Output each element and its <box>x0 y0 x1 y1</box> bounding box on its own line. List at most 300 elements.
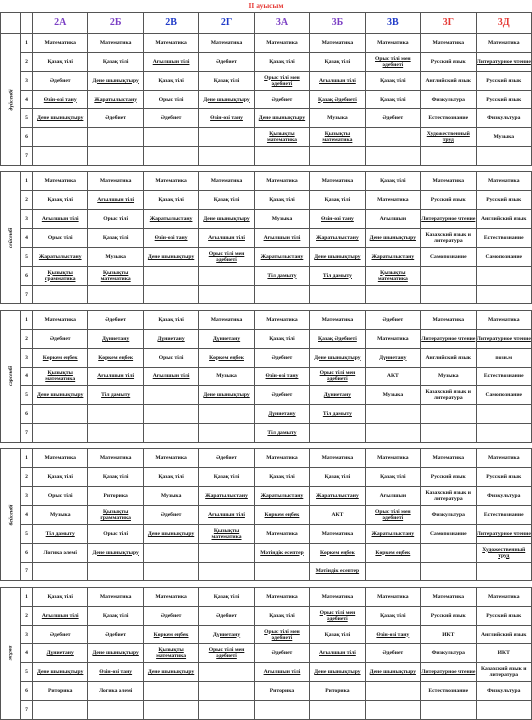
subject-cell: Әдебиет <box>88 625 143 644</box>
subject-cell: Қазақ тілі <box>365 468 420 487</box>
subject-cell: Жаратылыстану <box>310 229 365 248</box>
subject-cell: Жаратылыстану <box>199 487 254 506</box>
subject-cell: Дене шынықтыру <box>88 543 143 562</box>
subject-cell: Музыка <box>476 128 532 147</box>
subject-cell: Самопознание <box>476 386 532 405</box>
subject-cell: Музыка <box>143 487 198 506</box>
subject-cell: Английский язык <box>421 71 476 90</box>
day-label: сейсенбі <box>1 172 21 304</box>
subject-cell <box>88 701 143 720</box>
subject-cell: Математика <box>310 587 365 606</box>
subject-cell: Орыс тілі мен әдебиеті <box>199 247 254 266</box>
lesson-row <box>1 229 532 248</box>
subject-cell <box>421 424 476 443</box>
subject-cell: Дене шынықтыру <box>33 386 88 405</box>
subject-cell <box>365 562 420 581</box>
lesson-row <box>1 348 532 367</box>
lesson-number: 4 <box>21 229 33 248</box>
subject-cell <box>476 285 532 304</box>
class-header: 2В <box>143 13 198 34</box>
class-header: 2А <box>33 13 88 34</box>
subject-cell: Ағылшын <box>365 210 420 229</box>
subject-cell <box>143 682 198 701</box>
lesson-row <box>1 386 532 405</box>
subject-cell <box>33 128 88 147</box>
shift-title: II ауысым <box>248 1 284 10</box>
subject-cell: Қызықты математика <box>33 367 88 386</box>
class-header: 3Г <box>421 13 476 34</box>
subject-cell: Математика <box>310 524 365 543</box>
subject-cell: Самопознание <box>421 524 476 543</box>
subject-cell <box>421 701 476 720</box>
subject-cell: Математика <box>254 524 309 543</box>
subject-cell <box>421 266 476 285</box>
subject-cell <box>143 147 198 166</box>
subject-cell: Музыка <box>254 210 309 229</box>
subject-cell: Орыс тілі мен әдебиеті <box>310 606 365 625</box>
subject-cell: Дене шынықтыру <box>310 663 365 682</box>
subject-cell: Жаратылыстану <box>33 247 88 266</box>
subject-cell: ИКТ <box>476 644 532 663</box>
subject-cell <box>199 405 254 424</box>
lesson-row <box>1 310 532 329</box>
subject-cell <box>88 405 143 424</box>
subject-cell: Қызықты математика <box>365 266 420 285</box>
subject-cell: Қазақ тілі <box>365 71 420 90</box>
subject-cell: Қызықты математика <box>143 644 198 663</box>
subject-cell: Әдебиет <box>254 90 309 109</box>
subject-cell: Қазақ тілі <box>254 329 309 348</box>
subject-cell: Әдебиет <box>143 606 198 625</box>
subject-cell: Орыс тілі <box>33 487 88 506</box>
subject-cell <box>33 285 88 304</box>
subject-cell: Музыка <box>33 505 88 524</box>
subject-cell: Математика <box>421 449 476 468</box>
subject-cell: Қазақ тілі <box>88 468 143 487</box>
subject-cell: Дене шынықтыру <box>88 644 143 663</box>
subject-cell: Көркем еңбек <box>143 625 198 644</box>
subject-cell: Өзін-өзі тану <box>143 229 198 248</box>
subject-cell: Естествознание <box>421 109 476 128</box>
subject-cell <box>365 682 420 701</box>
subject-cell: Орыс тілі мен әдебиеті <box>199 644 254 663</box>
subject-cell: Жаратылыстану <box>254 247 309 266</box>
subject-cell: Музыка <box>199 367 254 386</box>
subject-cell: Музыка <box>310 109 365 128</box>
subject-cell: Русский язык <box>476 606 532 625</box>
lesson-number: 1 <box>21 587 33 606</box>
subject-cell: Қазақ тілі <box>88 606 143 625</box>
subject-cell: Дене шынықтыру <box>143 663 198 682</box>
subject-cell <box>476 701 532 720</box>
subject-cell: Қазақ тілі <box>143 191 198 210</box>
lesson-row <box>1 367 532 386</box>
subject-cell: Тіл дамыту <box>88 386 143 405</box>
subject-cell: Қызықты математика <box>88 266 143 285</box>
subject-cell <box>310 285 365 304</box>
subject-cell: Қазақ тілі <box>199 468 254 487</box>
lesson-number: 7 <box>21 424 33 443</box>
corner-cell <box>21 13 33 34</box>
subject-cell: Әдебиет <box>33 329 88 348</box>
subject-cell <box>33 562 88 581</box>
subject-cell: Математика <box>88 34 143 53</box>
day-label: жұма <box>1 587 21 719</box>
lesson-row <box>1 34 532 53</box>
subject-cell: Ағылшын тілі <box>254 663 309 682</box>
subject-cell: Математика <box>143 449 198 468</box>
lesson-row <box>1 682 532 701</box>
subject-cell: Әдебиет <box>365 109 420 128</box>
subject-cell <box>254 701 309 720</box>
subject-cell: Математика <box>365 34 420 53</box>
subject-cell: Русский язык <box>421 606 476 625</box>
subject-cell: Литературное чтение <box>421 210 476 229</box>
subject-cell: Литературное чтение <box>476 329 532 348</box>
lesson-number: 7 <box>21 147 33 166</box>
subject-cell: Тіл дамыту <box>310 405 365 424</box>
subject-cell: Музыка <box>88 247 143 266</box>
subject-cell: Әдебиет <box>143 109 198 128</box>
subject-cell: Ағылшын тілі <box>199 505 254 524</box>
subject-cell: Казахский язык и литература <box>421 229 476 248</box>
subject-cell: Қазақ тілі <box>143 468 198 487</box>
lesson-number: 5 <box>21 663 33 682</box>
lesson-number: 7 <box>21 562 33 581</box>
subject-cell: Дүниетану <box>254 405 309 424</box>
subject-cell: Математика <box>365 329 420 348</box>
subject-cell: Литературное чтение <box>421 663 476 682</box>
subject-cell: Литературное чтение <box>421 329 476 348</box>
subject-cell: Математика <box>421 310 476 329</box>
subject-cell: Русский язык <box>421 191 476 210</box>
subject-cell: Жаратылыстану <box>365 247 420 266</box>
lesson-row <box>1 505 532 524</box>
subject-cell <box>365 424 420 443</box>
subject-cell: Дене шынықтыру <box>143 247 198 266</box>
subject-cell: Жаратылыстану <box>254 487 309 506</box>
subject-cell: Русский язык <box>421 52 476 71</box>
subject-cell: Қазақ тілі <box>199 191 254 210</box>
class-header: 3Д <box>476 13 532 34</box>
subject-cell <box>310 424 365 443</box>
subject-cell: Риторика <box>33 682 88 701</box>
subject-cell: Әдебиет <box>199 449 254 468</box>
subject-cell: Дене шынықтыру <box>88 71 143 90</box>
subject-cell: Қазақ тілі <box>88 229 143 248</box>
subject-cell: Әдебиет <box>33 71 88 90</box>
subject-cell: Қазақ тілі <box>365 606 420 625</box>
lesson-row <box>1 524 532 543</box>
subject-cell: Дене шынықтыру <box>199 386 254 405</box>
subject-cell: Казахский язык и литература <box>476 663 532 682</box>
subject-cell <box>199 285 254 304</box>
subject-cell: Әдебиет <box>88 109 143 128</box>
subject-cell: Дүниетану <box>199 625 254 644</box>
subject-cell <box>88 128 143 147</box>
lesson-number: 2 <box>21 52 33 71</box>
subject-cell: Тіл дамыту <box>254 266 309 285</box>
lesson-row <box>1 424 532 443</box>
subject-cell: Әдебиет <box>199 52 254 71</box>
subject-cell: Дене шынықтыру <box>365 663 420 682</box>
lesson-row <box>1 625 532 644</box>
subject-cell <box>88 147 143 166</box>
subject-cell <box>199 701 254 720</box>
subject-cell: Қазақ тілі <box>88 52 143 71</box>
subject-cell: Қызықты математика <box>254 128 309 147</box>
lesson-number: 1 <box>21 449 33 468</box>
subject-cell: Дүниетану <box>365 348 420 367</box>
subject-cell <box>199 682 254 701</box>
subject-cell: Математика <box>421 172 476 191</box>
subject-cell <box>199 147 254 166</box>
subject-cell: Қазақ тілі <box>33 52 88 71</box>
day-label: дүйсенбі <box>1 34 21 166</box>
subject-cell: Русский язык <box>476 71 532 90</box>
subject-cell: Английский язык <box>421 348 476 367</box>
subject-cell: Ағылшын тілі <box>143 52 198 71</box>
lesson-number: 5 <box>21 524 33 543</box>
subject-cell: Дене шынықтыру <box>310 247 365 266</box>
subject-cell: Жаратылыстану <box>143 210 198 229</box>
subject-cell <box>33 147 88 166</box>
subject-cell <box>88 562 143 581</box>
subject-cell <box>199 562 254 581</box>
subject-cell <box>476 562 532 581</box>
subject-cell <box>199 543 254 562</box>
subject-cell: Математика <box>199 34 254 53</box>
subject-cell <box>310 147 365 166</box>
class-header: 2Г <box>199 13 254 34</box>
subject-cell: Математика <box>254 310 309 329</box>
lesson-row <box>1 285 532 304</box>
subject-cell: Естествознание <box>421 682 476 701</box>
subject-cell: Русский язык <box>421 468 476 487</box>
subject-cell <box>143 386 198 405</box>
subject-cell: Ағылшын тілі <box>88 367 143 386</box>
subject-cell: Математика <box>199 172 254 191</box>
subject-cell: Художественный труд <box>476 543 532 562</box>
subject-cell: Математика <box>254 449 309 468</box>
subject-cell <box>476 424 532 443</box>
subject-cell: Көркем еңбек <box>365 543 420 562</box>
subject-cell <box>143 266 198 285</box>
subject-cell: Орыс тілі <box>33 229 88 248</box>
subject-cell: Художественный труд <box>421 128 476 147</box>
subject-cell: Орыс тілі мен әдебиеті <box>254 625 309 644</box>
subject-cell: Дене шынықтыру <box>33 109 88 128</box>
lesson-row <box>1 606 532 625</box>
subject-cell: Литературное чтение <box>476 524 532 543</box>
lesson-row <box>1 52 532 71</box>
subject-cell: Математика <box>88 172 143 191</box>
subject-cell: Математика <box>476 449 532 468</box>
subject-cell: Математика <box>476 172 532 191</box>
subject-cell: Көркем еңбек <box>254 505 309 524</box>
subject-cell: Өзін-өзі тану <box>199 109 254 128</box>
subject-cell <box>365 147 420 166</box>
subject-cell <box>365 701 420 720</box>
lesson-row <box>1 487 532 506</box>
subject-cell: Математика <box>88 587 143 606</box>
lesson-row <box>1 247 532 266</box>
lesson-row <box>1 543 532 562</box>
subject-cell <box>143 424 198 443</box>
subject-cell <box>421 285 476 304</box>
lesson-number: 1 <box>21 310 33 329</box>
subject-cell <box>421 405 476 424</box>
subject-cell: Ағылшын тілі <box>310 644 365 663</box>
subject-cell: Дене шынықтыру <box>199 90 254 109</box>
day-label: бейсенбі <box>1 449 21 581</box>
subject-cell: Көркем еңбек <box>88 348 143 367</box>
subject-cell <box>143 128 198 147</box>
subject-cell: Дүниетану <box>33 644 88 663</box>
subject-cell: Русский язык <box>476 191 532 210</box>
lesson-row <box>1 449 532 468</box>
subject-cell <box>88 285 143 304</box>
lesson-row <box>1 587 532 606</box>
subject-cell: Математика <box>143 34 198 53</box>
subject-cell: Математика <box>33 172 88 191</box>
corner-cell <box>1 13 21 34</box>
subject-cell: Физкультура <box>421 90 476 109</box>
subject-cell: Қазақ тілі <box>254 52 309 71</box>
subject-cell: Математика <box>421 587 476 606</box>
lesson-row <box>1 128 532 147</box>
subject-cell: Қазақ тілі <box>365 172 420 191</box>
subject-cell: Математика <box>254 172 309 191</box>
lesson-number: 2 <box>21 468 33 487</box>
subject-cell: Қазақ тілі <box>143 310 198 329</box>
subject-cell: Әдебиет <box>254 386 309 405</box>
subject-cell: Әдебиет <box>365 310 420 329</box>
lesson-row <box>1 191 532 210</box>
subject-cell <box>199 663 254 682</box>
class-header-row <box>1 13 532 34</box>
subject-cell: Қазақ тілі <box>199 71 254 90</box>
subject-cell: Физкультура <box>421 505 476 524</box>
lesson-row <box>1 90 532 109</box>
lesson-number: 3 <box>21 625 33 644</box>
subject-cell: Әдебиет <box>33 625 88 644</box>
subject-cell: Дене шынықтыру <box>199 210 254 229</box>
subject-cell: Математика <box>310 34 365 53</box>
lesson-number: 6 <box>21 682 33 701</box>
subject-cell: Дүниетану <box>143 329 198 348</box>
lesson-number: 1 <box>21 34 33 53</box>
subject-cell: Қазақ тілі <box>310 191 365 210</box>
subject-cell: позн.м <box>476 348 532 367</box>
lesson-row <box>1 172 532 191</box>
subject-cell: Орыс тілі <box>88 524 143 543</box>
lesson-row <box>1 468 532 487</box>
subject-cell <box>33 701 88 720</box>
subject-cell: Дене шынықтыру <box>254 109 309 128</box>
subject-cell: Орыс тілі <box>88 210 143 229</box>
subject-cell: Математика <box>421 34 476 53</box>
lesson-row <box>1 663 532 682</box>
subject-cell: Музыка <box>421 367 476 386</box>
subject-cell: Көркем еңбек <box>310 543 365 562</box>
subject-cell: Қазақ тілі <box>254 606 309 625</box>
lesson-number: 2 <box>21 329 33 348</box>
subject-cell: Литературное чтение <box>476 52 532 71</box>
subject-cell: Орыс тілі мен әдебиеті <box>365 52 420 71</box>
subject-cell: Көркем еңбек <box>33 348 88 367</box>
subject-cell: Жаратылыстану <box>310 487 365 506</box>
subject-cell <box>254 562 309 581</box>
subject-cell: Қазақ Әдебиеті <box>310 90 365 109</box>
subject-cell: Өзін-өзі тану <box>33 90 88 109</box>
subject-cell <box>365 405 420 424</box>
subject-cell: Логика әлемі <box>88 682 143 701</box>
subject-cell: Әдебиет <box>88 310 143 329</box>
subject-cell <box>254 285 309 304</box>
subject-cell: Ағылшын тілі <box>199 229 254 248</box>
subject-cell: Көркем еңбек <box>199 348 254 367</box>
subject-cell: Математика <box>33 310 88 329</box>
subject-cell: Математика <box>143 172 198 191</box>
subject-cell <box>254 147 309 166</box>
subject-cell: Қазақ тілі <box>33 191 88 210</box>
subject-cell <box>476 266 532 285</box>
lesson-number: 5 <box>21 386 33 405</box>
subject-cell <box>310 701 365 720</box>
subject-cell: Физкультура <box>476 487 532 506</box>
subject-cell: Казахский язык и литература <box>421 487 476 506</box>
lesson-row <box>1 147 532 166</box>
subject-cell: Математика <box>310 172 365 191</box>
lesson-number: 1 <box>21 172 33 191</box>
subject-cell: Ағылшын тілі <box>33 606 88 625</box>
subject-cell: Тіл дамыту <box>310 266 365 285</box>
lesson-row <box>1 71 532 90</box>
subject-cell <box>33 424 88 443</box>
subject-cell: Ағылшын тілі <box>254 229 309 248</box>
subject-cell: Математика <box>254 34 309 53</box>
class-header: 3Б <box>310 13 365 34</box>
subject-cell: Математика <box>365 191 420 210</box>
subject-cell: Физкультура <box>476 682 532 701</box>
lesson-number: 6 <box>21 543 33 562</box>
subject-cell: Дене шынықтыру <box>365 229 420 248</box>
subject-cell: Өзін-өзі тану <box>310 210 365 229</box>
subject-cell: Математика <box>143 587 198 606</box>
subject-cell: Дүниетану <box>88 329 143 348</box>
subject-cell: Естествознание <box>476 505 532 524</box>
subject-cell: Қызықты математика <box>199 524 254 543</box>
subject-cell: Дүниетану <box>310 386 365 405</box>
subject-cell: Риторика <box>310 682 365 701</box>
lesson-number: 3 <box>21 71 33 90</box>
subject-cell: Математика <box>33 34 88 53</box>
subject-cell: Русский язык <box>476 468 532 487</box>
subject-cell: Қазақ тілі <box>310 52 365 71</box>
subject-cell: Английский язык <box>476 625 532 644</box>
subject-cell: Қазақ тілі <box>143 71 198 90</box>
subject-cell: Математика <box>199 310 254 329</box>
subject-cell: Жаратылыстану <box>88 90 143 109</box>
lesson-number: 4 <box>21 90 33 109</box>
lesson-number: 5 <box>21 247 33 266</box>
subject-cell: Өзін-өзі тану <box>88 663 143 682</box>
subject-cell: Казахский язык и литература <box>421 386 476 405</box>
subject-cell <box>143 543 198 562</box>
subject-cell: Мәтіндік есептер <box>254 543 309 562</box>
lesson-row <box>1 210 532 229</box>
